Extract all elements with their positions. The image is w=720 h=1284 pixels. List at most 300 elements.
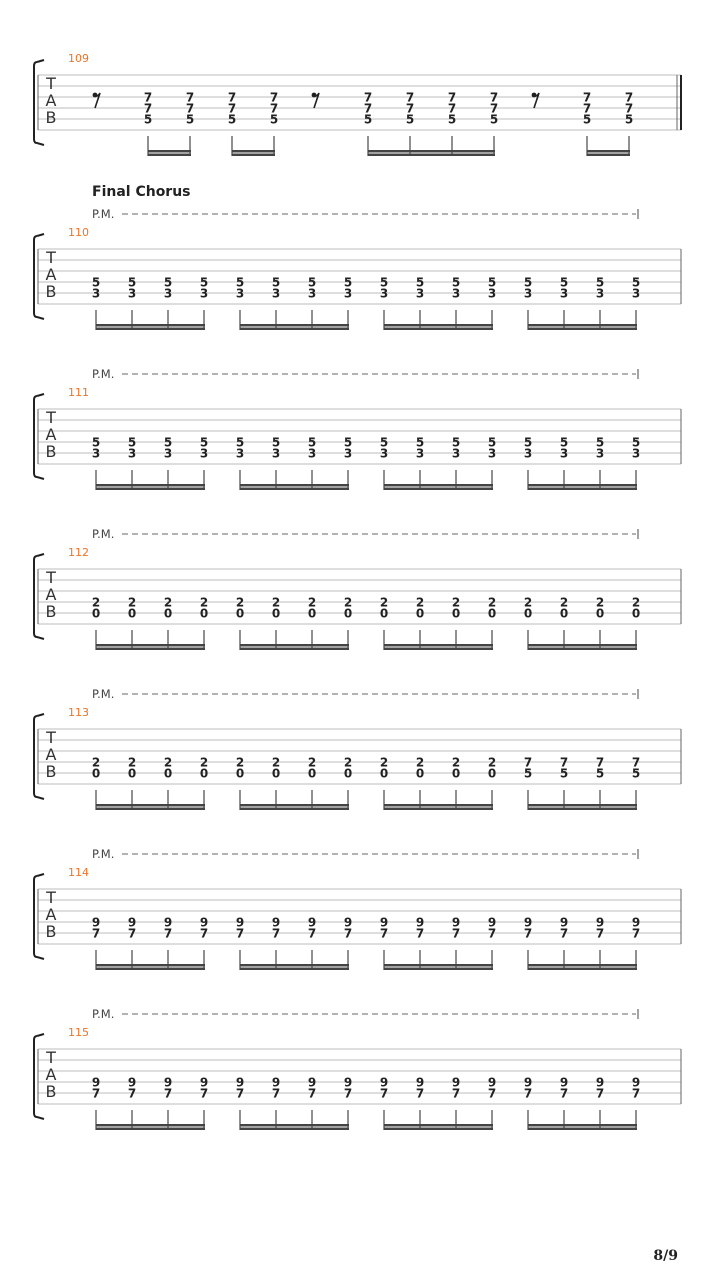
fret-number: 7	[582, 90, 592, 105]
tab-clef-letter: A	[45, 905, 57, 924]
fret-number: 3	[199, 446, 209, 461]
fret-number: 5	[489, 112, 499, 127]
beam-secondary	[96, 648, 205, 651]
fret-number: 2	[127, 595, 137, 610]
beam-secondary	[96, 328, 205, 331]
system-bracket-top	[37, 874, 44, 876]
fret-number: 7	[363, 90, 373, 105]
fret-number: 5	[127, 275, 137, 290]
fret-number: 2	[487, 595, 497, 610]
fret-number: 5	[307, 435, 317, 450]
beam-secondary	[96, 808, 205, 811]
fret-number: 7	[415, 926, 425, 941]
fret-number: 7	[269, 101, 279, 116]
tab-clef-letter: B	[45, 108, 57, 127]
fret-number: 7	[307, 1086, 317, 1101]
fret-number: 5	[143, 112, 153, 127]
fret-number: 7	[582, 101, 592, 116]
fret-number: 7	[489, 90, 499, 105]
fret-number: 7	[199, 926, 209, 941]
fret-number: 0	[415, 766, 425, 781]
fret-number: 9	[451, 915, 461, 930]
system-bracket-top	[37, 554, 44, 556]
fret-number: 0	[235, 766, 245, 781]
fret-number: 9	[163, 1075, 173, 1090]
fret-number: 9	[631, 915, 641, 930]
fret-number: 2	[91, 755, 101, 770]
beam-primary	[528, 1124, 637, 1127]
fret-number: 9	[415, 1075, 425, 1090]
fret-number: 3	[343, 446, 353, 461]
beam-secondary	[148, 154, 191, 157]
fret-number: 9	[127, 1075, 137, 1090]
fret-number: 9	[379, 1075, 389, 1090]
palm-mute-label: P.M.	[92, 527, 115, 541]
fret-number: 3	[127, 286, 137, 301]
fret-number: 5	[269, 112, 279, 127]
fret-number: 5	[559, 275, 569, 290]
beam-primary	[240, 804, 349, 807]
fret-number: 5	[415, 275, 425, 290]
fret-number: 3	[91, 446, 101, 461]
fret-number: 5	[582, 112, 592, 127]
fret-number: 7	[307, 926, 317, 941]
fret-number: 5	[631, 766, 641, 781]
fret-number: 0	[487, 766, 497, 781]
fret-number: 0	[595, 606, 605, 621]
fret-number: 7	[227, 101, 237, 116]
fret-number: 9	[307, 1075, 317, 1090]
system-bracket	[34, 396, 44, 479]
system-bracket	[34, 62, 44, 145]
fret-number: 7	[447, 90, 457, 105]
beam-secondary	[587, 154, 630, 157]
beam-secondary	[528, 488, 637, 491]
beam-primary	[384, 644, 493, 647]
beam-secondary	[368, 154, 495, 157]
fret-number: 7	[185, 101, 195, 116]
fret-number: 7	[451, 1086, 461, 1101]
tab-clef-letter: B	[45, 762, 57, 781]
fret-number: 7	[631, 926, 641, 941]
fret-number: 7	[559, 926, 569, 941]
beam-primary	[528, 964, 637, 967]
fret-number: 0	[271, 766, 281, 781]
fret-number: 3	[199, 286, 209, 301]
fret-number: 7	[163, 926, 173, 941]
fret-number: 7	[595, 755, 605, 770]
fret-number: 7	[363, 101, 373, 116]
tab-clef-letter: A	[45, 265, 57, 284]
fret-number: 0	[307, 766, 317, 781]
fret-number: 2	[271, 595, 281, 610]
fret-number: 9	[163, 915, 173, 930]
tab-clef-letter: A	[45, 425, 57, 444]
fret-number: 9	[595, 915, 605, 930]
fret-number: 5	[523, 435, 533, 450]
fret-number: 2	[127, 755, 137, 770]
system-bracket	[34, 236, 44, 319]
beam-primary	[240, 964, 349, 967]
fret-number: 7	[447, 101, 457, 116]
beam-secondary	[240, 488, 349, 491]
fret-number: 3	[235, 286, 245, 301]
beam-primary	[96, 1124, 205, 1127]
fret-number: 3	[235, 446, 245, 461]
fret-number: 0	[559, 606, 569, 621]
fret-number: 3	[343, 286, 353, 301]
beam-secondary	[384, 488, 493, 491]
fret-number: 0	[523, 606, 533, 621]
fret-number: 7	[143, 90, 153, 105]
system-bracket-top	[37, 714, 44, 716]
fret-number: 9	[199, 1075, 209, 1090]
fret-number: 3	[127, 446, 137, 461]
fret-number: 7	[487, 926, 497, 941]
fret-number: 7	[559, 755, 569, 770]
fret-number: 9	[235, 1075, 245, 1090]
fret-number: 0	[307, 606, 317, 621]
fret-number: 5	[343, 435, 353, 450]
fret-number: 5	[595, 766, 605, 781]
fret-number: 5	[235, 275, 245, 290]
tab-clef-letter: T	[46, 728, 56, 747]
fret-number: 3	[487, 286, 497, 301]
fret-number: 5	[631, 435, 641, 450]
fret-number: 2	[415, 595, 425, 610]
beam-primary	[587, 150, 630, 153]
fret-number: 5	[447, 112, 457, 127]
measure-number: 110	[68, 226, 89, 239]
beam-secondary	[528, 808, 637, 811]
fret-number: 3	[631, 446, 641, 461]
fret-number: 7	[631, 755, 641, 770]
beam-secondary	[384, 328, 493, 331]
system-bracket	[34, 556, 44, 639]
tab-clef-letter: T	[46, 408, 56, 427]
tab-clef-letter: A	[45, 91, 57, 110]
fret-number: 3	[631, 286, 641, 301]
fret-number: 7	[379, 926, 389, 941]
fret-number: 7	[405, 101, 415, 116]
fret-number: 9	[631, 1075, 641, 1090]
fret-number: 9	[379, 915, 389, 930]
fret-number: 3	[307, 446, 317, 461]
fret-number: 9	[235, 915, 245, 930]
fret-number: 5	[405, 112, 415, 127]
fret-number: 2	[199, 755, 209, 770]
fret-number: 9	[271, 1075, 281, 1090]
fret-number: 2	[163, 595, 173, 610]
fret-number: 7	[631, 1086, 641, 1101]
fret-number: 7	[227, 90, 237, 105]
fret-number: 0	[379, 606, 389, 621]
fret-number: 7	[624, 90, 634, 105]
fret-number: 0	[199, 606, 209, 621]
section-label: Final Chorus	[92, 184, 191, 200]
system-bracket-top	[37, 60, 44, 62]
beam-secondary	[528, 328, 637, 331]
fret-number: 9	[559, 915, 569, 930]
fret-number: 5	[127, 435, 137, 450]
fret-number: 5	[199, 435, 209, 450]
system-bracket	[34, 1036, 44, 1119]
fret-number: 7	[343, 1086, 353, 1101]
tab-clef-letter: B	[45, 922, 57, 941]
beam-secondary	[528, 1128, 637, 1131]
fret-number: 5	[185, 112, 195, 127]
beam-primary	[384, 484, 493, 487]
beam-secondary	[528, 648, 637, 651]
fret-number: 7	[489, 101, 499, 116]
beam-secondary	[528, 968, 637, 971]
fret-number: 2	[379, 755, 389, 770]
tab-clef-letter: A	[45, 1065, 57, 1084]
beam-primary	[528, 804, 637, 807]
fret-number: 3	[523, 446, 533, 461]
fret-number: 5	[523, 275, 533, 290]
fret-number: 0	[379, 766, 389, 781]
fret-number: 5	[163, 275, 173, 290]
system-bracket	[34, 876, 44, 959]
fret-number: 0	[451, 606, 461, 621]
fret-number: 7	[163, 1086, 173, 1101]
fret-number: 0	[271, 606, 281, 621]
fret-number: 5	[595, 435, 605, 450]
fret-number: 5	[415, 435, 425, 450]
fret-number: 2	[307, 595, 317, 610]
fret-number: 5	[559, 766, 569, 781]
measure-number: 111	[68, 386, 89, 399]
fret-number: 9	[523, 1075, 533, 1090]
fret-number: 9	[487, 1075, 497, 1090]
system-bracket-top	[37, 1034, 44, 1036]
fret-number: 3	[163, 446, 173, 461]
beam-primary	[368, 150, 495, 153]
measure-number: 109	[68, 52, 89, 65]
beam-secondary	[240, 328, 349, 331]
tab-clef-letter: B	[45, 602, 57, 621]
fret-number: 5	[363, 112, 373, 127]
fret-number: 3	[595, 286, 605, 301]
fret-number: 9	[343, 915, 353, 930]
beam-secondary	[96, 968, 205, 971]
fret-number: 2	[379, 595, 389, 610]
fret-number: 7	[235, 1086, 245, 1101]
fret-number: 3	[415, 286, 425, 301]
fret-number: 5	[487, 435, 497, 450]
beam-primary	[384, 324, 493, 327]
beam-secondary	[384, 808, 493, 811]
beam-secondary	[232, 154, 275, 157]
fret-number: 7	[595, 926, 605, 941]
fret-number: 5	[271, 275, 281, 290]
fret-number: 0	[163, 606, 173, 621]
fret-number: 9	[199, 915, 209, 930]
beam-primary	[528, 484, 637, 487]
fret-number: 2	[343, 755, 353, 770]
fret-number: 3	[559, 446, 569, 461]
fret-number: 7	[451, 926, 461, 941]
fret-number: 3	[379, 446, 389, 461]
tab-clef-letter: B	[45, 442, 57, 461]
tab-clef-letter: B	[45, 282, 57, 301]
fret-number: 0	[631, 606, 641, 621]
beam-primary	[96, 644, 205, 647]
fret-number: 9	[595, 1075, 605, 1090]
fret-number: 5	[91, 435, 101, 450]
fret-number: 2	[451, 595, 461, 610]
fret-number: 9	[559, 1075, 569, 1090]
fret-number: 3	[523, 286, 533, 301]
beam-primary	[240, 1124, 349, 1127]
palm-mute-label: P.M.	[92, 687, 115, 701]
fret-number: 9	[91, 1075, 101, 1090]
fret-number: 3	[415, 446, 425, 461]
fret-number: 0	[451, 766, 461, 781]
fret-number: 2	[271, 755, 281, 770]
measure-number: 115	[68, 1026, 89, 1039]
fret-number: 2	[235, 595, 245, 610]
fret-number: 7	[143, 101, 153, 116]
fret-number: 9	[127, 915, 137, 930]
fret-number: 5	[595, 275, 605, 290]
fret-number: 7	[271, 1086, 281, 1101]
fret-number: 3	[379, 286, 389, 301]
fret-number: 3	[307, 286, 317, 301]
fret-number: 2	[163, 755, 173, 770]
fret-number: 0	[235, 606, 245, 621]
beam-primary	[96, 484, 205, 487]
fret-number: 2	[487, 755, 497, 770]
fret-number: 9	[487, 915, 497, 930]
system-bracket-top	[37, 394, 44, 396]
fret-number: 9	[451, 1075, 461, 1090]
system-bracket-top	[37, 234, 44, 236]
beam-primary	[384, 1124, 493, 1127]
fret-number: 5	[451, 275, 461, 290]
fret-number: 5	[624, 112, 634, 127]
fret-number: 7	[595, 1086, 605, 1101]
fret-number: 9	[91, 915, 101, 930]
fret-number: 0	[343, 766, 353, 781]
fret-number: 5	[235, 435, 245, 450]
fret-number: 7	[624, 101, 634, 116]
fret-number: 3	[451, 286, 461, 301]
fret-number: 2	[91, 595, 101, 610]
beam-primary	[240, 324, 349, 327]
fret-number: 7	[235, 926, 245, 941]
palm-mute-label: P.M.	[92, 207, 115, 221]
fret-number: 5	[631, 275, 641, 290]
tab-clef-letter: B	[45, 1082, 57, 1101]
fret-number: 2	[235, 755, 245, 770]
fret-number: 3	[91, 286, 101, 301]
tab-clef-letter: A	[45, 585, 57, 604]
fret-number: 2	[343, 595, 353, 610]
fret-number: 5	[379, 275, 389, 290]
fret-number: 9	[343, 1075, 353, 1090]
fret-number: 5	[307, 275, 317, 290]
fret-number: 3	[595, 446, 605, 461]
fret-number: 0	[163, 766, 173, 781]
beam-primary	[96, 324, 205, 327]
fret-number: 5	[379, 435, 389, 450]
palm-mute-label: P.M.	[92, 1007, 115, 1021]
fret-number: 2	[595, 595, 605, 610]
fret-number: 5	[343, 275, 353, 290]
fret-number: 7	[523, 926, 533, 941]
fret-number: 7	[271, 926, 281, 941]
fret-number: 5	[487, 275, 497, 290]
measure-number: 113	[68, 706, 89, 719]
tab-clef-letter: T	[46, 1048, 56, 1067]
beam-secondary	[240, 648, 349, 651]
fret-number: 3	[163, 286, 173, 301]
fret-number: 0	[415, 606, 425, 621]
fret-number: 7	[379, 1086, 389, 1101]
beam-primary	[384, 804, 493, 807]
fret-number: 7	[405, 90, 415, 105]
beam-primary	[528, 644, 637, 647]
fret-number: 5	[271, 435, 281, 450]
fret-number: 0	[199, 766, 209, 781]
beam-secondary	[384, 1128, 493, 1131]
fret-number: 0	[127, 766, 137, 781]
fret-number: 2	[415, 755, 425, 770]
system-bracket	[34, 716, 44, 799]
fret-number: 2	[307, 755, 317, 770]
fret-number: 7	[91, 1086, 101, 1101]
beam-primary	[232, 150, 275, 153]
fret-number: 2	[523, 595, 533, 610]
measure-number: 114	[68, 866, 89, 879]
beam-primary	[528, 324, 637, 327]
fret-number: 7	[415, 1086, 425, 1101]
fret-number: 5	[227, 112, 237, 127]
tab-clef-letter: T	[46, 248, 56, 267]
fret-number: 7	[523, 755, 533, 770]
fret-number: 5	[523, 766, 533, 781]
fret-number: 3	[271, 446, 281, 461]
fret-number: 0	[91, 766, 101, 781]
tab-clef-letter: A	[45, 745, 57, 764]
fret-number: 3	[487, 446, 497, 461]
fret-number: 5	[451, 435, 461, 450]
fret-number: 7	[487, 1086, 497, 1101]
beam-secondary	[96, 1128, 205, 1131]
fret-number: 7	[523, 1086, 533, 1101]
fret-number: 7	[91, 926, 101, 941]
beam-secondary	[384, 648, 493, 651]
beam-primary	[96, 804, 205, 807]
fret-number: 9	[271, 915, 281, 930]
fret-number: 3	[271, 286, 281, 301]
fret-number: 9	[415, 915, 425, 930]
fret-number: 7	[199, 1086, 209, 1101]
fret-number: 2	[559, 595, 569, 610]
fret-number: 7	[127, 1086, 137, 1101]
fret-number: 2	[199, 595, 209, 610]
tab-clef-letter: T	[46, 74, 56, 93]
fret-number: 7	[269, 90, 279, 105]
measure-number: 112	[68, 546, 89, 559]
palm-mute-label: P.M.	[92, 847, 115, 861]
fret-number: 5	[163, 435, 173, 450]
fret-number: 3	[451, 446, 461, 461]
fret-number: 3	[559, 286, 569, 301]
beam-primary	[148, 150, 191, 153]
